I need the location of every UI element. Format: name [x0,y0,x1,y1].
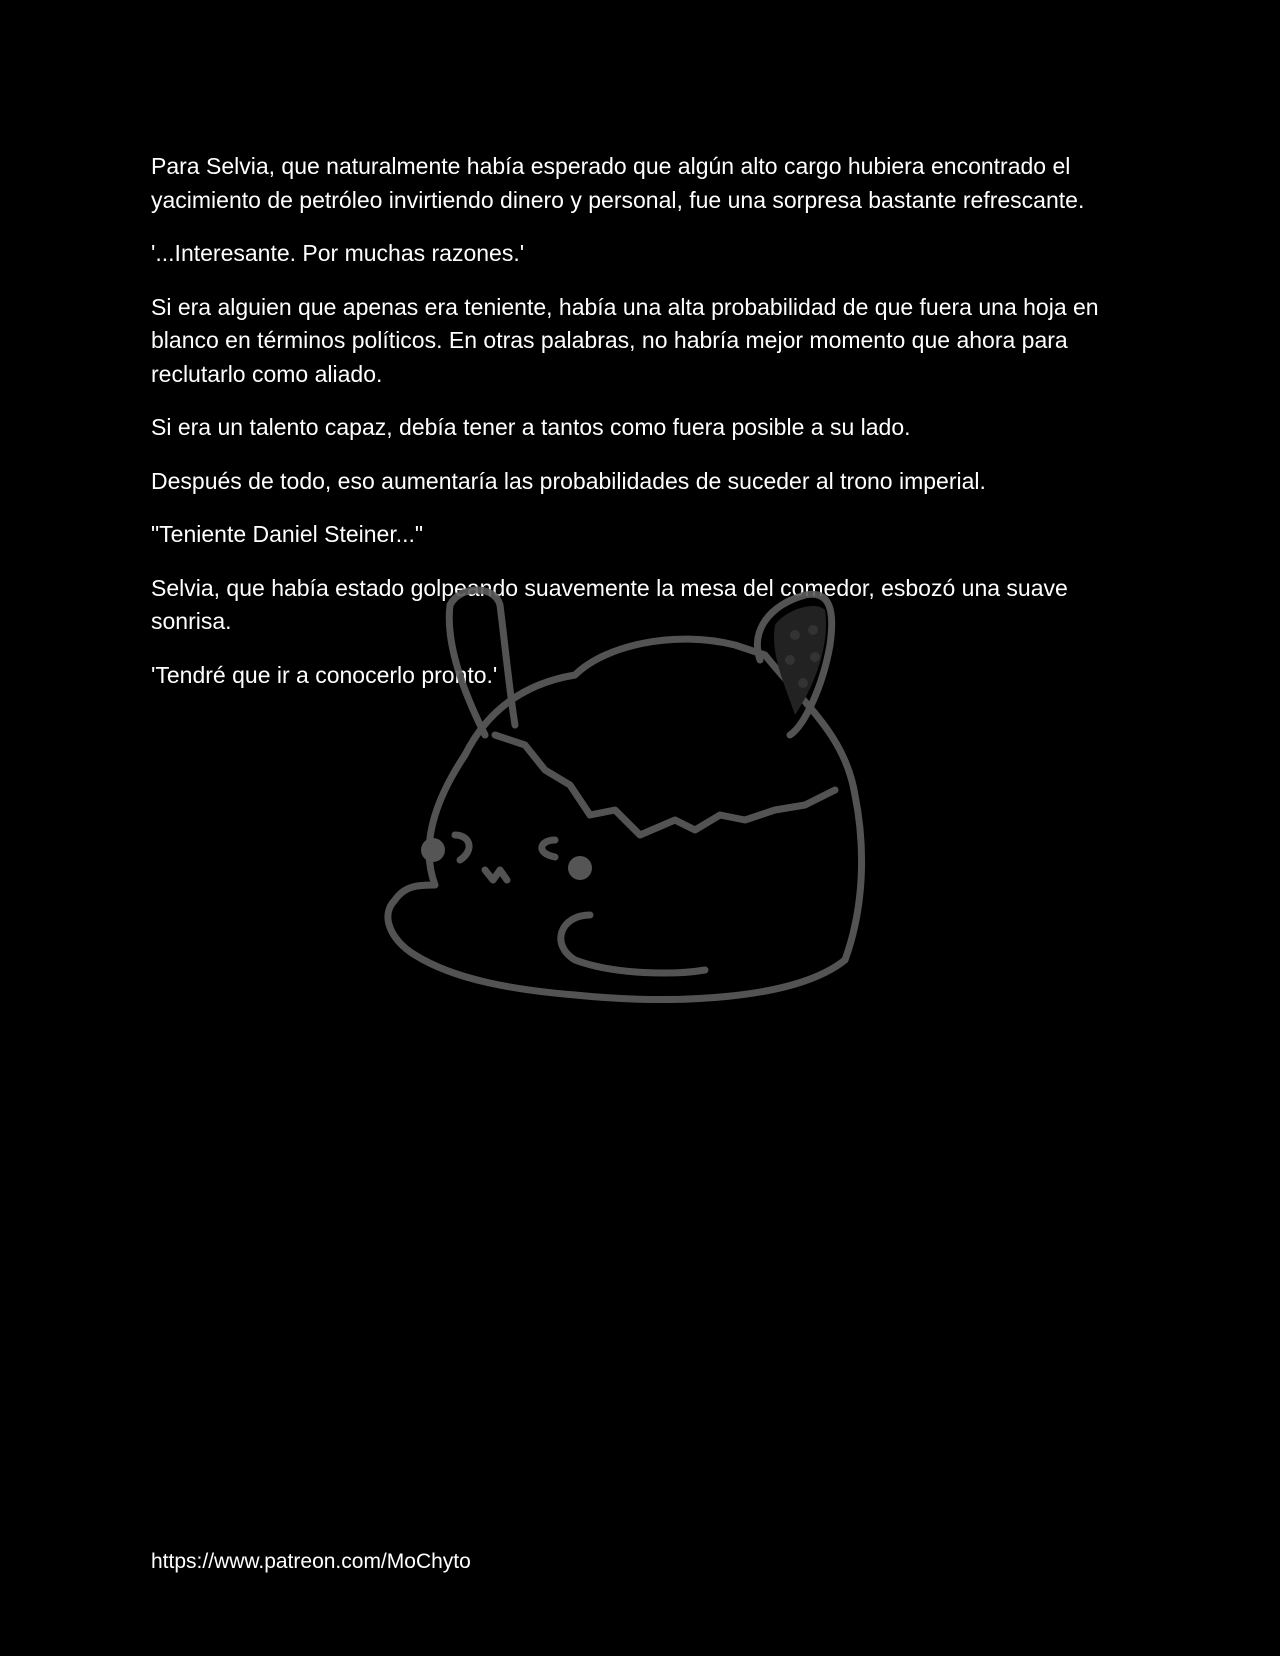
paragraph: Si era alguien que apenas era teniente, había una alta probabilidad de que fuera una hoja en blanco en términos políticos. En otras palabras, no habría mejor momento que ahora para reclutarlo como aliado. [151,293,1099,387]
paragraph: Después de todo, eso aumentaría las probabilidades de suceder al trono imperial. [151,467,986,494]
patreon-link[interactable]: https://www.patreon.com/MoChyto [151,1550,471,1573]
paragraph: Selvia, que había estado golpeando suavemente la mesa del comedor, esbozó una suave sonrisa. [151,574,1068,634]
paragraph: Para Selvia, que naturalmente había esperado que algún alto cargo hubiera encontrado el yacimiento de petróleo invirtiendo dinero y personal, fue una sorpresa bastante refrescante. [151,153,1085,213]
paragraph: "Teniente Daniel Steiner..." [151,521,424,547]
paragraph: 'Tendré que ir a conocerlo pronto.' [151,661,498,688]
mascot-watermark-icon [375,585,915,1065]
paragraph: Si era un talento capaz, debía tener a tantos como fuera posible a su lado. [151,414,911,440]
paragraph: '...Interesante. Por muchas razones.' [151,240,525,266]
